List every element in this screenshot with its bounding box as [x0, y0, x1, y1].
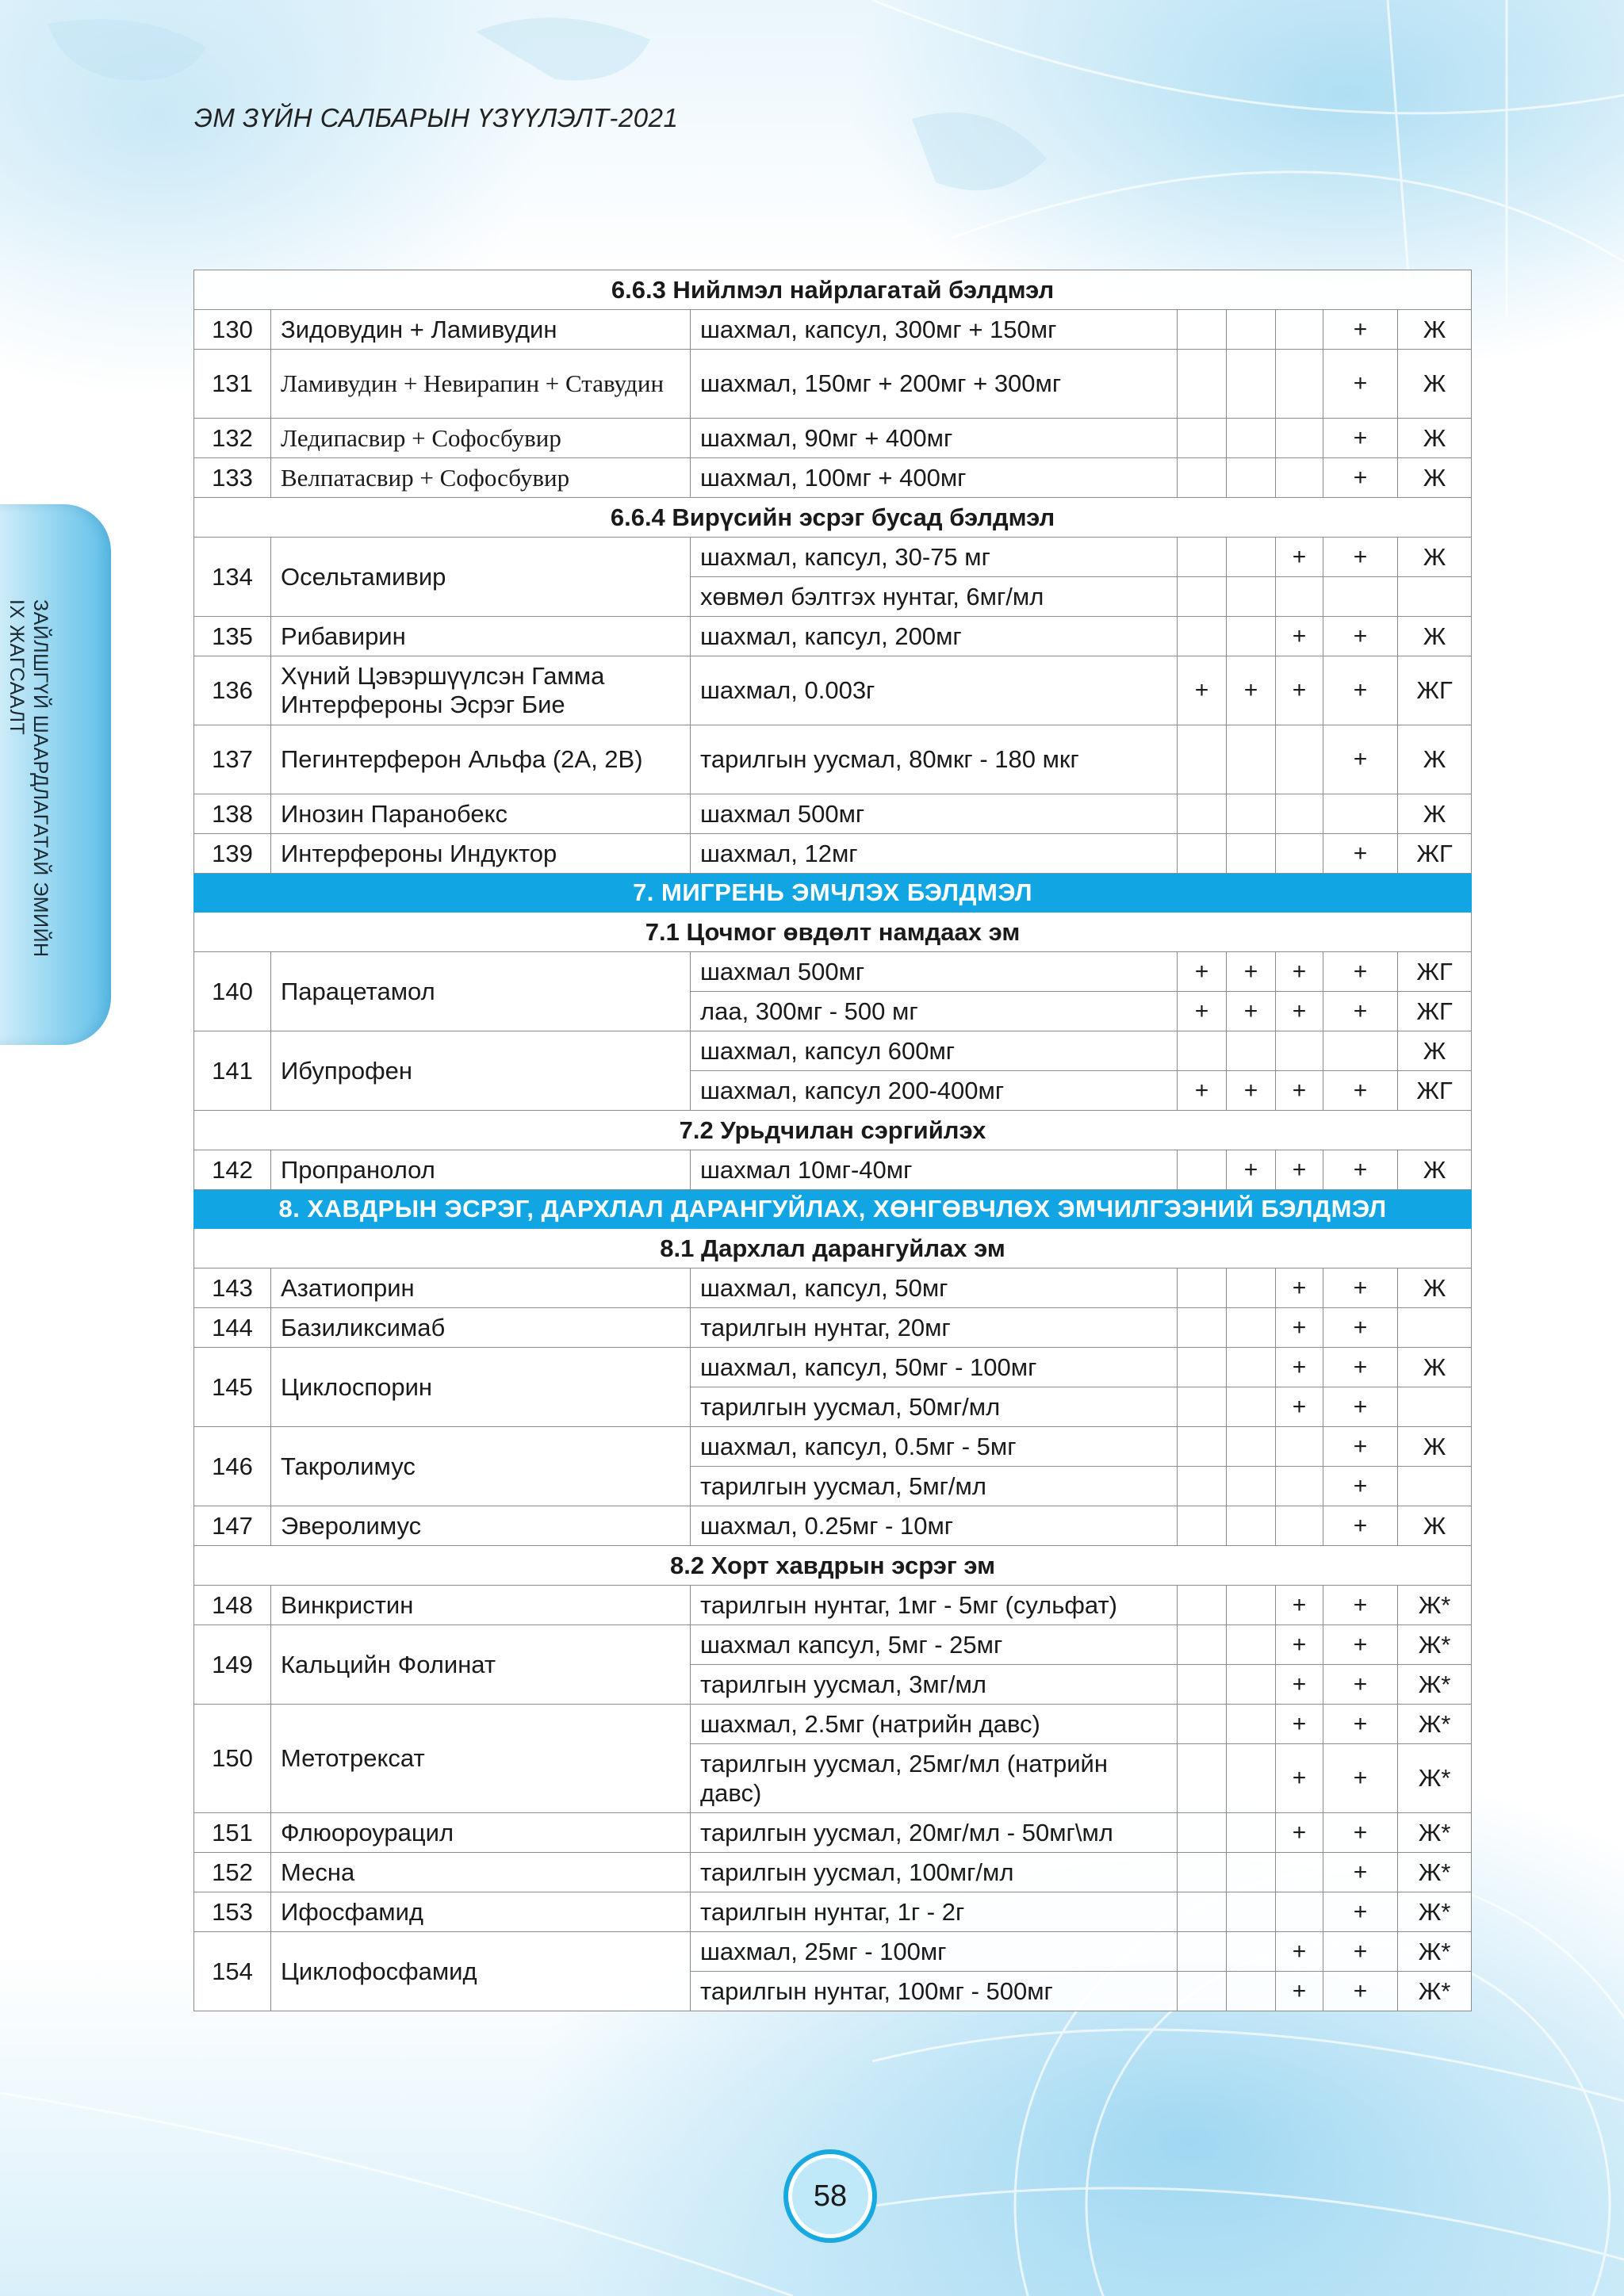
dosage-form: шахмал, капсул 200-400мг	[691, 1071, 1178, 1111]
availability-code: Ж*	[1398, 1586, 1472, 1625]
row-number: 138	[194, 794, 271, 834]
level-mark-3: +	[1276, 1665, 1323, 1705]
level-mark-3	[1276, 577, 1323, 617]
row-number: 144	[194, 1308, 271, 1348]
row-number: 149	[194, 1625, 271, 1705]
level-mark-4: +	[1323, 1269, 1398, 1308]
level-mark-2	[1227, 1586, 1276, 1625]
level-mark-4: +	[1323, 1308, 1398, 1348]
level-mark-3: +	[1276, 538, 1323, 577]
level-mark-3: +	[1276, 656, 1323, 725]
level-mark-2	[1227, 1625, 1276, 1665]
level-mark-4: +	[1323, 1348, 1398, 1387]
level-mark-4: +	[1323, 1813, 1398, 1853]
level-mark-3: +	[1276, 1586, 1323, 1625]
dosage-form: тарилгын уусмал, 100мг/мл	[691, 1853, 1178, 1892]
availability-code: Ж*	[1398, 1892, 1472, 1932]
level-mark-2	[1227, 1705, 1276, 1744]
availability-code: Ж	[1398, 458, 1472, 498]
level-mark-3	[1276, 1892, 1323, 1932]
level-mark-2: +	[1227, 952, 1276, 992]
category-row	[194, 1190, 1472, 1229]
level-mark-4: +	[1323, 310, 1398, 350]
table-row	[194, 794, 1472, 834]
level-mark-3: +	[1276, 1387, 1323, 1427]
level-mark-4: +	[1323, 1467, 1398, 1506]
table-row	[194, 419, 1472, 458]
dosage-form: тарилгын нунтаг, 1г - 2г	[691, 1892, 1178, 1932]
dosage-form: шахмал, капсул, 50мг	[691, 1269, 1178, 1308]
medicine-name: Пропранолол	[271, 1150, 691, 1190]
level-mark-4: +	[1323, 1744, 1398, 1813]
table-row	[194, 1705, 1472, 1744]
level-mark-3: +	[1276, 1150, 1323, 1190]
subsection-title: 8.1 Дархлал дарангуйлах эм	[194, 1229, 1472, 1269]
row-number: 154	[194, 1932, 271, 2011]
level-mark-3	[1276, 1506, 1323, 1546]
dosage-form: тарилгын уусмал, 25мг/мл (натрийн давс)	[691, 1744, 1178, 1813]
row-number: 140	[194, 952, 271, 1031]
row-number: 143	[194, 1269, 271, 1308]
availability-code: Ж	[1398, 538, 1472, 577]
medicine-name: Зидовудин + Ламивудин	[271, 310, 691, 350]
dosage-form: лаа, 300мг - 500 мг	[691, 992, 1178, 1031]
level-mark-4: +	[1323, 617, 1398, 656]
row-number: 132	[194, 419, 271, 458]
level-mark-3	[1276, 458, 1323, 498]
level-mark-2	[1227, 577, 1276, 617]
availability-code: ЖГ	[1398, 1071, 1472, 1111]
row-number: 150	[194, 1705, 271, 1813]
level-mark-1: +	[1178, 992, 1227, 1031]
availability-code: Ж	[1398, 1150, 1472, 1190]
level-mark-4: +	[1323, 1387, 1398, 1427]
availability-code: Ж	[1398, 617, 1472, 656]
dosage-form: шахмал 500мг	[691, 794, 1178, 834]
level-mark-4: +	[1323, 725, 1398, 794]
availability-code: ЖГ	[1398, 656, 1472, 725]
section-side-tab-label	[5, 599, 68, 964]
availability-code: Ж	[1398, 1348, 1472, 1387]
level-mark-2	[1227, 1813, 1276, 1853]
medicine-name: Такролимус	[271, 1427, 691, 1506]
table-row	[194, 1586, 1472, 1625]
level-mark-2	[1227, 419, 1276, 458]
dosage-form: тарилгын уусмал, 3мг/мл	[691, 1665, 1178, 1705]
side-tab-line-1: ЗАЙЛШГҮЙ ШААРДЛАГАТАЙ ЭМИЙН	[29, 599, 52, 958]
level-mark-4: +	[1323, 1932, 1398, 1972]
level-mark-2	[1227, 1031, 1276, 1071]
level-mark-2	[1227, 794, 1276, 834]
subsection-title: 6.6.3 Нийлмэл найрлагатай бэлдмэл	[194, 270, 1472, 310]
medicine-name: Метотрексат	[271, 1705, 691, 1813]
level-mark-1	[1178, 1625, 1227, 1665]
level-mark-2	[1227, 1932, 1276, 1972]
level-mark-1	[1178, 577, 1227, 617]
level-mark-2	[1227, 1348, 1276, 1387]
medicine-name: Азатиоприн	[271, 1269, 691, 1308]
level-mark-3	[1276, 350, 1323, 419]
dosage-form: тарилгын нунтаг, 1мг - 5мг (сульфат)	[691, 1586, 1178, 1625]
dosage-form: тарилгын уусмал, 80мкг - 180 мкг	[691, 725, 1178, 794]
availability-code: ЖГ	[1398, 834, 1472, 874]
availability-code: Ж*	[1398, 1853, 1472, 1892]
level-mark-3: +	[1276, 1705, 1323, 1744]
availability-code	[1398, 1387, 1472, 1427]
level-mark-1	[1178, 1150, 1227, 1190]
level-mark-1	[1178, 1744, 1227, 1813]
medicine-name: Базиликсимаб	[271, 1308, 691, 1348]
table-row	[194, 725, 1472, 794]
dosage-form: шахмал, 25мг - 100мг	[691, 1932, 1178, 1972]
table-row	[194, 1625, 1472, 1665]
level-mark-4: +	[1323, 1586, 1398, 1625]
medicine-name: Винкристин	[271, 1586, 691, 1625]
medicine-name: Велпатасвир + Софосбувир	[271, 458, 691, 498]
level-mark-1	[1178, 617, 1227, 656]
dosage-form: хөвмөл бэлтгэх нунтаг, 6мг/мл	[691, 577, 1178, 617]
dosage-form: шахмал, капсул, 30-75 мг	[691, 538, 1178, 577]
level-mark-2	[1227, 350, 1276, 419]
medicine-name: Ледипасвир + Софосбувир	[271, 419, 691, 458]
subsection-row	[194, 913, 1472, 952]
level-mark-1	[1178, 1269, 1227, 1308]
level-mark-3: +	[1276, 992, 1323, 1031]
page-number: 58	[813, 2179, 848, 2213]
level-mark-2	[1227, 1506, 1276, 1546]
level-mark-2	[1227, 1387, 1276, 1427]
level-mark-3: +	[1276, 1071, 1323, 1111]
level-mark-4: +	[1323, 1625, 1398, 1665]
availability-code: Ж*	[1398, 1625, 1472, 1665]
level-mark-3	[1276, 419, 1323, 458]
level-mark-1	[1178, 1705, 1227, 1744]
dosage-form: шахмал, 100мг + 400мг	[691, 458, 1178, 498]
level-mark-2	[1227, 1744, 1276, 1813]
availability-code	[1398, 1308, 1472, 1348]
availability-code: Ж*	[1398, 1665, 1472, 1705]
level-mark-3	[1276, 794, 1323, 834]
level-mark-2	[1227, 1665, 1276, 1705]
availability-code: Ж	[1398, 1269, 1472, 1308]
level-mark-1	[1178, 1387, 1227, 1427]
level-mark-4: +	[1323, 458, 1398, 498]
level-mark-1	[1178, 1972, 1227, 2011]
level-mark-3: +	[1276, 1308, 1323, 1348]
level-mark-4: +	[1323, 992, 1398, 1031]
availability-code: Ж	[1398, 794, 1472, 834]
level-mark-4: +	[1323, 1892, 1398, 1932]
category-title: 7. МИГРЕНЬ ЭМЧЛЭХ БЭЛДМЭЛ	[194, 874, 1472, 913]
availability-code: Ж*	[1398, 1813, 1472, 1853]
level-mark-3: +	[1276, 1932, 1323, 1972]
row-number: 148	[194, 1586, 271, 1625]
level-mark-1	[1178, 419, 1227, 458]
level-mark-1	[1178, 794, 1227, 834]
level-mark-2: +	[1227, 656, 1276, 725]
dosage-form: тарилгын уусмал, 50мг/мл	[691, 1387, 1178, 1427]
level-mark-4	[1323, 577, 1398, 617]
category-title: 8. ХАВДРЫН ЭСРЭГ, ДАРХЛАЛ ДАРАНГУЙЛАХ, ХӨНГӨВЧЛӨХ ЭМЧИЛГЭЭНИЙ БЭЛДМЭЛ	[194, 1190, 1472, 1229]
table-row	[194, 952, 1472, 992]
level-mark-1	[1178, 1586, 1227, 1625]
dosage-form: шахмал 10мг-40мг	[691, 1150, 1178, 1190]
level-mark-3	[1276, 1031, 1323, 1071]
dosage-form: шахмал, 0.25мг - 10мг	[691, 1506, 1178, 1546]
level-mark-1	[1178, 1892, 1227, 1932]
dosage-form: шахмал, 90мг + 400мг	[691, 419, 1178, 458]
level-mark-1	[1178, 725, 1227, 794]
level-mark-4: +	[1323, 834, 1398, 874]
row-number: 136	[194, 656, 271, 725]
level-mark-2	[1227, 1308, 1276, 1348]
medicine-name: Циклоспорин	[271, 1348, 691, 1427]
subsection-row	[194, 270, 1472, 310]
dosage-form: шахмал, капсул 600мг	[691, 1031, 1178, 1071]
availability-code: Ж	[1398, 350, 1472, 419]
medicine-name: Интерфероны Индуктор	[271, 834, 691, 874]
row-number: 147	[194, 1506, 271, 1546]
subsection-row	[194, 1111, 1472, 1150]
medicine-name: Месна	[271, 1853, 691, 1892]
level-mark-1	[1178, 1031, 1227, 1071]
medicine-name: Циклофосфамид	[271, 1932, 691, 2011]
table-row	[194, 1308, 1472, 1348]
level-mark-2	[1227, 617, 1276, 656]
table-row	[194, 538, 1472, 577]
level-mark-2: +	[1227, 1071, 1276, 1111]
dosage-form: шахмал, 150мг + 200мг + 300мг	[691, 350, 1178, 419]
table-row	[194, 834, 1472, 874]
availability-code: Ж*	[1398, 1744, 1472, 1813]
medicine-name: Парацетамол	[271, 952, 691, 1031]
level-mark-3: +	[1276, 617, 1323, 656]
subsection-row	[194, 498, 1472, 538]
level-mark-1	[1178, 458, 1227, 498]
dosage-form: тарилгын уусмал, 20мг/мл - 50мг\мл	[691, 1813, 1178, 1853]
level-mark-1	[1178, 1308, 1227, 1348]
subsection-row	[194, 1229, 1472, 1269]
level-mark-3: +	[1276, 1744, 1323, 1813]
availability-code: Ж	[1398, 1506, 1472, 1546]
table-row	[194, 1853, 1472, 1892]
dosage-form: тарилгын нунтаг, 100мг - 500мг	[691, 1972, 1178, 2011]
table-row	[194, 1506, 1472, 1546]
level-mark-4: +	[1323, 350, 1398, 419]
level-mark-4: +	[1323, 952, 1398, 992]
medicine-name: Осельтамивир	[271, 538, 691, 617]
availability-code: ЖГ	[1398, 952, 1472, 992]
level-mark-4: +	[1323, 1427, 1398, 1467]
level-mark-4: +	[1323, 1071, 1398, 1111]
table-row	[194, 458, 1472, 498]
level-mark-4: +	[1323, 1150, 1398, 1190]
level-mark-2	[1227, 538, 1276, 577]
row-number: 135	[194, 617, 271, 656]
level-mark-4	[1323, 794, 1398, 834]
dosage-form: шахмал, 2.5мг (натрийн давс)	[691, 1705, 1178, 1744]
level-mark-1	[1178, 538, 1227, 577]
medicine-name: Эверолимус	[271, 1506, 691, 1546]
level-mark-2	[1227, 310, 1276, 350]
availability-code: ЖГ	[1398, 992, 1472, 1031]
level-mark-2: +	[1227, 1150, 1276, 1190]
medicine-name: Ифосфамид	[271, 1892, 691, 1932]
level-mark-3	[1276, 834, 1323, 874]
row-number: 141	[194, 1031, 271, 1111]
dosage-form: шахмал, капсул, 0.5мг - 5мг	[691, 1427, 1178, 1467]
table-row	[194, 1031, 1472, 1071]
level-mark-1: +	[1178, 1071, 1227, 1111]
level-mark-4	[1323, 1031, 1398, 1071]
category-row	[194, 874, 1472, 913]
availability-code	[1398, 577, 1472, 617]
availability-code: Ж	[1398, 419, 1472, 458]
level-mark-1: +	[1178, 656, 1227, 725]
row-number: 152	[194, 1853, 271, 1892]
availability-code: Ж	[1398, 310, 1472, 350]
level-mark-1	[1178, 1427, 1227, 1467]
subsection-title: 7.2 Урьдчилан сэргийлэх	[194, 1111, 1472, 1150]
level-mark-2	[1227, 834, 1276, 874]
level-mark-4: +	[1323, 419, 1398, 458]
level-mark-1	[1178, 1853, 1227, 1892]
medicine-name: Хүний Цэвэршүүлсэн Гамма Интерфероны Эсрэг Бие	[271, 656, 691, 725]
level-mark-2	[1227, 1467, 1276, 1506]
availability-code: Ж*	[1398, 1972, 1472, 2011]
table-row	[194, 1269, 1472, 1308]
page-number-badge	[792, 2158, 868, 2234]
table-row	[194, 617, 1472, 656]
row-number: 131	[194, 350, 271, 419]
table-row	[194, 1813, 1472, 1853]
subsection-title: 6.6.4 Вирүсийн эсрэг бусад бэлдмэл	[194, 498, 1472, 538]
table-row	[194, 310, 1472, 350]
medicine-name: Флюороурацил	[271, 1813, 691, 1853]
level-mark-1	[1178, 350, 1227, 419]
table-row	[194, 1892, 1472, 1932]
level-mark-3: +	[1276, 1269, 1323, 1308]
medicine-name: Рибавирин	[271, 617, 691, 656]
table-row	[194, 1348, 1472, 1387]
subsection-title: 7.1 Цочмог өвдөлт намдаах эм	[194, 913, 1472, 952]
subsection-row	[194, 1546, 1472, 1586]
level-mark-1	[1178, 1348, 1227, 1387]
row-number: 139	[194, 834, 271, 874]
dosage-form: шахмал капсул, 5мг - 25мг	[691, 1625, 1178, 1665]
medicine-name: Ибупрофен	[271, 1031, 691, 1111]
dosage-form: шахмал, 12мг	[691, 834, 1178, 874]
level-mark-1	[1178, 1932, 1227, 1972]
level-mark-4: +	[1323, 1665, 1398, 1705]
medicine-name: Пегинтерферон Альфа (2А, 2В)	[271, 725, 691, 794]
level-mark-4: +	[1323, 1972, 1398, 2011]
level-mark-1	[1178, 834, 1227, 874]
dosage-form: тарилгын уусмал, 5мг/мл	[691, 1467, 1178, 1506]
row-number: 134	[194, 538, 271, 617]
availability-code: Ж	[1398, 1427, 1472, 1467]
table-row	[194, 656, 1472, 725]
level-mark-3: +	[1276, 1348, 1323, 1387]
level-mark-1	[1178, 1467, 1227, 1506]
level-mark-3: +	[1276, 1625, 1323, 1665]
medicine-name: Инозин Паранобекс	[271, 794, 691, 834]
level-mark-2	[1227, 458, 1276, 498]
row-number: 146	[194, 1427, 271, 1506]
table-row	[194, 1932, 1472, 1972]
level-mark-3	[1276, 1467, 1323, 1506]
table-row	[194, 1427, 1472, 1467]
essential-medicines-table	[193, 270, 1472, 2011]
level-mark-2	[1227, 1427, 1276, 1467]
row-number: 133	[194, 458, 271, 498]
dosage-form: шахмал, 0.003г	[691, 656, 1178, 725]
table-row	[194, 350, 1472, 419]
level-mark-3: +	[1276, 952, 1323, 992]
level-mark-3: +	[1276, 1972, 1323, 2011]
level-mark-2	[1227, 1269, 1276, 1308]
level-mark-4: +	[1323, 1506, 1398, 1546]
level-mark-4: +	[1323, 538, 1398, 577]
medicine-name: Ламивудин + Невирапин + Ставудин	[271, 350, 691, 419]
dosage-form: шахмал, капсул, 200мг	[691, 617, 1178, 656]
level-mark-3: +	[1276, 1813, 1323, 1853]
medicine-name: Кальцийн Фолинат	[271, 1625, 691, 1705]
availability-code	[1398, 1467, 1472, 1506]
level-mark-4: +	[1323, 1705, 1398, 1744]
level-mark-3	[1276, 310, 1323, 350]
availability-code: Ж	[1398, 725, 1472, 794]
row-number: 130	[194, 310, 271, 350]
level-mark-1	[1178, 1813, 1227, 1853]
level-mark-4: +	[1323, 656, 1398, 725]
level-mark-1	[1178, 1665, 1227, 1705]
row-number: 151	[194, 1813, 271, 1853]
subsection-title: 8.2 Хорт хавдрын эсрэг эм	[194, 1546, 1472, 1586]
availability-code: Ж*	[1398, 1932, 1472, 1972]
level-mark-3	[1276, 725, 1323, 794]
level-mark-3	[1276, 1427, 1323, 1467]
dosage-form: тарилгын нунтаг, 20мг	[691, 1308, 1178, 1348]
row-number: 137	[194, 725, 271, 794]
row-number: 145	[194, 1348, 271, 1427]
level-mark-1	[1178, 1506, 1227, 1546]
dosage-form: шахмал 500мг	[691, 952, 1178, 992]
level-mark-1	[1178, 310, 1227, 350]
row-number: 142	[194, 1150, 271, 1190]
level-mark-3	[1276, 1853, 1323, 1892]
table-row	[194, 1150, 1472, 1190]
availability-code: Ж*	[1398, 1705, 1472, 1744]
level-mark-2	[1227, 1853, 1276, 1892]
side-tab-line-2: IX ЖАГСААЛТ	[6, 599, 28, 736]
level-mark-4: +	[1323, 1853, 1398, 1892]
level-mark-2	[1227, 1892, 1276, 1932]
level-mark-2: +	[1227, 992, 1276, 1031]
availability-code: Ж	[1398, 1031, 1472, 1071]
level-mark-2	[1227, 1972, 1276, 2011]
level-mark-1: +	[1178, 952, 1227, 992]
row-number: 153	[194, 1892, 271, 1932]
level-mark-2	[1227, 725, 1276, 794]
running-head: ЭМ ЗҮЙН САЛБАРЫН ҮЗҮҮЛЭЛТ-2021	[194, 103, 679, 132]
dosage-form: шахмал, капсул, 50мг - 100мг	[691, 1348, 1178, 1387]
dosage-form: шахмал, капсул, 300мг + 150мг	[691, 310, 1178, 350]
